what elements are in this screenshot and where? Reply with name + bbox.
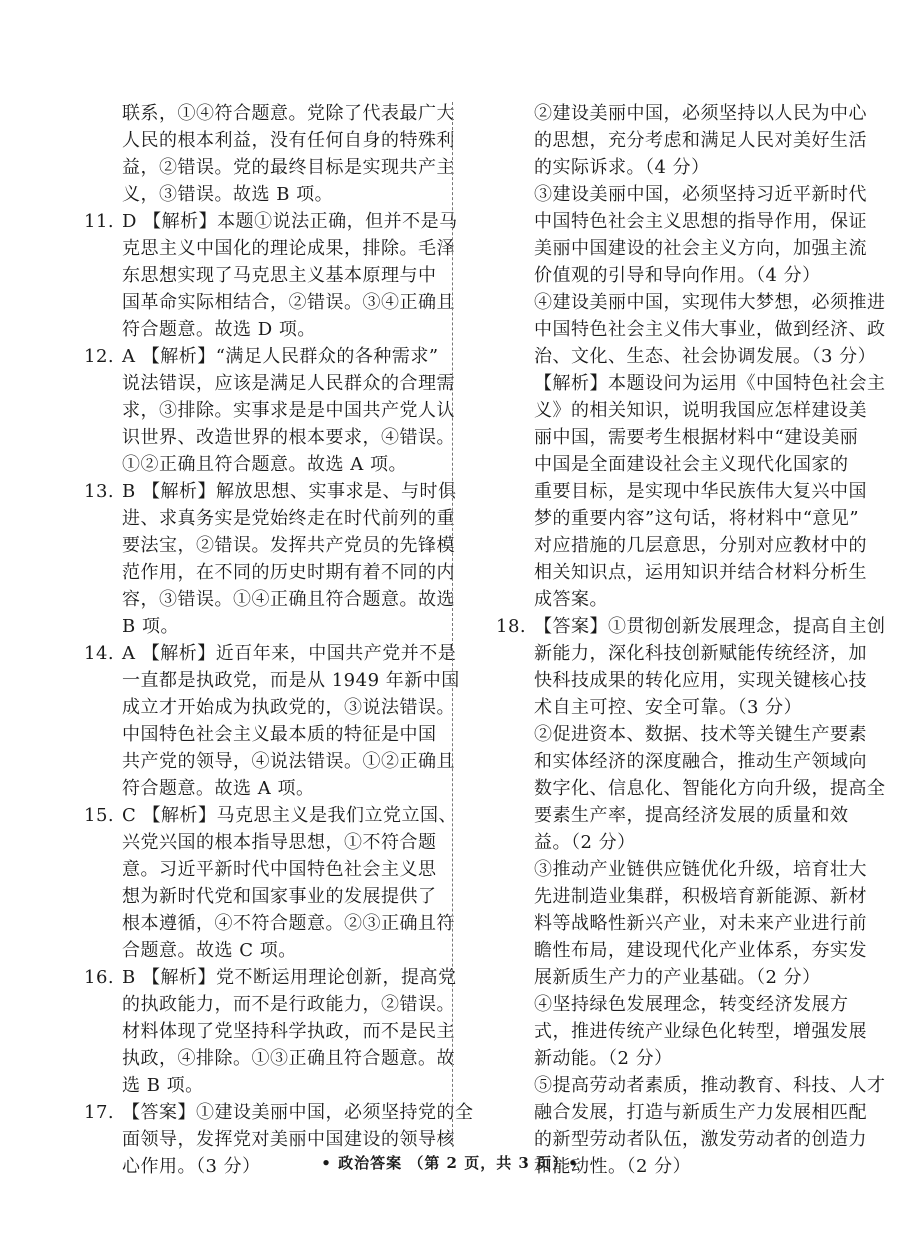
question-number: 14. [84,643,115,664]
text-line [84,748,455,775]
text-line [84,424,455,451]
line-text: 选 B 项。 [122,1075,204,1096]
text-line [84,154,455,181]
line-text: 益，②错误。党的最终目标是实现共产主 [122,157,455,178]
line-text: ②促进资本、数据、技术等关键生产要素 [534,724,867,745]
text-line [496,1126,867,1153]
line-text: 益。（2 分） [534,832,636,853]
text-line [496,937,867,964]
text-line [496,910,867,937]
line-text: 融合发展，打造与新质生产力发展相匹配 [534,1102,867,1123]
text-line [84,316,444,343]
line-text: 和实体经济的深度融合，推动生产领域向 [534,751,867,772]
line-text: 展新质生产力的产业基础。（2 分） [534,967,821,988]
text-line [496,424,859,451]
line-text: 料等战略性新兴产业，对未来产业进行前 [534,913,867,934]
line-text: 说法错误，应该是满足人民群众的合理需 [122,373,455,394]
line-text: 先进制造业集群，积极培育新能源、新材 [534,886,867,907]
line-text: 根本遵循，④不符合题意。②③正确且符 [122,913,455,934]
line-text: 新动能。（2 分） [534,1048,673,1069]
line-text: ③建设美丽中国，必须坚持习近平新时代 [534,184,867,205]
text-line [496,667,867,694]
text-line [84,1099,474,1126]
line-text: 梦的重要内容”这句话，将材料中“意见” [534,508,860,529]
text-line [84,640,457,667]
line-text: 想为新时代党和国家事业的发展提供了 [122,886,437,907]
text-line [84,262,444,289]
line-text: 要法宝，②错误。发挥共产党员的先锋模 [122,535,455,556]
text-line [496,883,867,910]
text-line [496,613,886,640]
line-text: 容，③错误。①④正确且符合题意。故选 [122,589,455,610]
line-text: 意。习近平新时代中国特色社会主义思 [122,859,437,880]
line-text: B 【解析】党不断运用理论创新，提高党 [122,967,457,988]
line-text: ⑤提高劳动者素质，推动教育、科技、人才 [534,1075,886,1096]
line-text: 成立才开始成为执政党的，③说法错误。 [122,697,455,718]
text-line [496,964,856,991]
line-text: 价值观的引导和导向作用。（4 分） [534,265,821,286]
text-line [496,262,856,289]
question-number: 15. [84,805,115,826]
line-text: 联系，①④符合题意。党除了代表最广大 [122,103,455,124]
text-line [496,1099,867,1126]
text-line [496,451,856,478]
text-line [496,154,856,181]
line-text: 义》的相关知识，说明我国应怎样建设美 [534,400,867,421]
text-line [84,451,444,478]
line-text: 成答案。 [534,589,608,610]
text-line [496,802,856,829]
line-text: 国革命实际相结合，②错误。③④正确且 [122,292,455,313]
line-text: 材料体现了党坚持科学执政，而不是民主 [122,1021,455,1042]
text-line [84,856,444,883]
question-number: 13. [84,481,115,502]
text-line [84,289,455,316]
text-line [84,775,444,802]
line-text: 相关知识点，运用知识并结合材料分析生 [534,562,867,583]
line-text: 心作用。（3 分） [122,1156,261,1177]
question-number: 11. [84,211,115,232]
line-text: 和能动性。（2 分） [534,1156,692,1177]
text-line [496,748,867,775]
line-text: 美丽中国建设的社会主义方向，加强主流 [534,238,867,259]
line-text: ①②正确且符合题意。故选 A 项。 [122,454,407,475]
line-text: 克思主义中国化的理论成果，排除。毛泽 [122,238,455,259]
text-line [84,1045,455,1072]
text-line [84,532,455,559]
text-line [84,1072,444,1099]
line-text: 【解析】本题设问为运用《中国特色社会主 [534,373,886,394]
text-line [84,667,460,694]
text-line [84,397,455,424]
line-text: 求，③排除。实事求是是中国共产党人认 [122,400,455,421]
text-line [84,937,444,964]
question-number: 17. [84,1102,115,1123]
page-footer: • 政治答案 （第 2 页，共 3 页）• [321,1154,579,1172]
line-text: 范作用，在不同的历史时期有着不同的内 [122,562,455,583]
text-line [84,991,455,1018]
text-line [84,910,455,937]
text-line [496,289,886,316]
line-text: 对应措施的几层意思，分别对应教材中的 [534,535,867,556]
text-line [496,856,867,883]
line-text: 共产党的领导，④说法错误。①②正确且 [122,751,455,772]
text-line [496,208,867,235]
line-text: 符合题意。故选 A 项。 [122,778,315,799]
text-line [84,370,455,397]
line-text: 快科技成果的转化应用，实现关键核心技 [534,670,867,691]
column-divider [452,102,453,1147]
question-number: 18. [496,616,527,637]
line-text: 【答案】①建设美丽中国，必须坚持党的全 [122,1102,474,1123]
text-line [496,1018,867,1045]
text-line [84,829,444,856]
text-line [496,586,856,613]
line-text: 的思想，充分考虑和满足人民对美好生活 [534,130,867,151]
text-line [496,478,867,505]
text-line [496,532,867,559]
line-text: 一直都是执政党，而是从 1949 年新中国 [122,670,460,691]
text-line [84,181,444,208]
line-text: 术自主可控、安全可靠。（3 分） [534,697,803,718]
text-line [496,397,867,424]
line-text: 的执政能力，而不是行政能力，②错误。 [122,994,455,1015]
text-line [496,235,867,262]
text-line [496,316,886,343]
line-text: 瞻性布局，建设现代化产业体系，夯实发 [534,940,867,961]
line-text: 符合题意。故选 D 项。 [122,319,316,340]
line-text: 新能力，深化科技创新赋能传统经济，加 [534,643,867,664]
line-text: 义，③错误。故选 B 项。 [122,184,334,205]
line-text: 【答案】①贯彻创新发展理念，提高自主创 [534,616,886,637]
text-line [496,1045,856,1072]
line-text: 中国特色社会主义思想的指导作用，保证 [534,211,867,232]
line-text: 要素生产率，提高经济发展的质量和效 [534,805,849,826]
text-line [496,640,867,667]
line-text: 丽中国，需要考生根据材料中“建设美丽 [534,427,859,448]
text-line [496,343,877,370]
text-line [496,721,867,748]
line-text: 的新型劳动者队伍，激发劳动者的创造力 [534,1129,867,1150]
line-text: 中国特色社会主义最本质的特征是中国 [122,724,437,745]
line-text: 中国特色社会主义伟大事业，做到经济、政 [534,319,886,340]
text-line [84,694,455,721]
line-text: A 【解析】“满足人民群众的各种需求” [122,346,439,367]
text-line [84,721,444,748]
question-number: 16. [84,967,115,988]
line-text: B 项。 [122,616,179,637]
text-line [496,370,886,397]
line-text: A 【解析】近百年来，中国共产党并不是 [122,643,457,664]
text-line [84,964,457,991]
text-line [84,478,457,505]
text-line [84,613,444,640]
text-line [84,586,455,613]
text-line [84,883,444,910]
text-line [496,100,867,127]
text-line [496,694,856,721]
line-text: 兴党兴国的根本指导思想，①不符合题 [122,832,437,853]
line-text: 中国是全面建设社会主义现代化国家的 [534,454,849,475]
line-text: 人民的根本利益，没有任何自身的特殊利 [122,130,455,151]
line-text: ②建设美丽中国，必须坚持以人民为中心 [534,103,867,124]
line-text: 的实际诉求。（4 分） [534,157,710,178]
text-line [496,1072,886,1099]
line-text: 数字化、信息化、智能化方向升级，提高全 [534,778,886,799]
text-line [84,343,444,370]
line-text: ③推动产业链供应链优化升级，培育壮大 [534,859,867,880]
text-line [84,208,458,235]
text-line [84,100,455,127]
question-number: 12. [84,346,115,367]
text-line [496,775,886,802]
line-text: ④建设美丽中国，实现伟大梦想，必须推进 [534,292,886,313]
text-line [496,127,867,154]
right-column [496,100,886,1180]
text-line [84,1126,455,1153]
line-text: 治、文化、生态、社会协调发展。（3 分） [534,346,877,367]
line-text: B 【解析】解放思想、实事求是、与时俱 [122,481,457,502]
text-line [496,181,867,208]
line-text: C 【解析】马克思主义是我们立党立国、 [122,805,457,826]
line-text: 式，推进传统产业绿色化转型，增强发展 [534,1021,867,1042]
line-text: 合题意。故选 C 项。 [122,940,297,961]
text-line [84,802,457,829]
line-text: 识世界、改造世界的根本要求，④错误。 [122,427,455,448]
text-line [496,559,867,586]
text-line [84,505,455,532]
text-line [84,1018,455,1045]
text-line [84,559,455,586]
text-line [496,505,860,532]
line-text: D 【解析】本题①说法正确，但并不是马 [122,211,458,232]
line-text: 重要目标，是实现中华民族伟大复兴中国 [534,481,867,502]
text-line [496,991,856,1018]
text-line [84,235,455,262]
line-text: 面领导，发挥党对美丽中国建设的领导核 [122,1129,455,1150]
line-text: ④坚持绿色发展理念，转变经济发展方 [534,994,849,1015]
line-text: 进、求真务实是党始终走在时代前列的重 [122,508,455,529]
text-line [84,127,455,154]
line-text: 执政，④排除。①③正确且符合题意。故 [122,1048,455,1069]
text-line [496,829,856,856]
line-text: 东思想实现了马克思主义基本原理与中 [122,265,437,286]
